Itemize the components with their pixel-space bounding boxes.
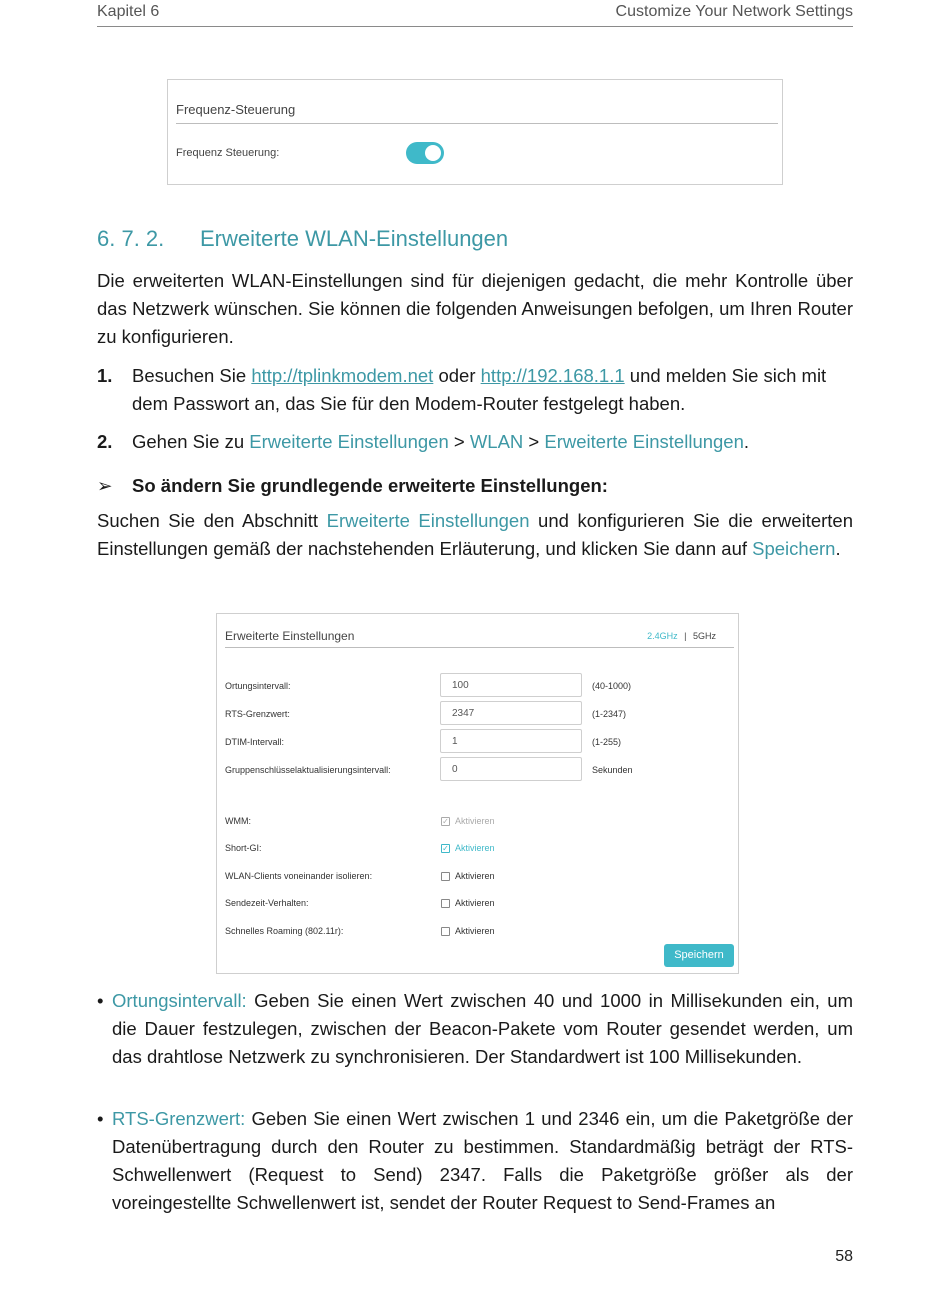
bullet-beacon-interval xyxy=(97,987,853,1071)
arrow-icon: ➢ xyxy=(97,475,113,496)
step-text: Gehen Sie zu xyxy=(132,431,250,452)
check-label: WMM: xyxy=(225,816,251,826)
field-hint: (1-2347) xyxy=(592,709,627,719)
beacon-interval-input[interactable]: 100 xyxy=(440,673,582,697)
field-hint: Sekunden xyxy=(592,765,633,775)
frequency-control-screenshot xyxy=(167,79,783,185)
subheading xyxy=(97,472,853,500)
bullet-rts-threshold xyxy=(97,1105,853,1217)
step-1 xyxy=(97,362,853,418)
page-header xyxy=(97,3,853,27)
check-label: Short-GI: xyxy=(225,843,262,853)
field-label: DTIM-Intervall: xyxy=(225,737,285,747)
page-number: 58 xyxy=(835,1248,853,1265)
check-text: Aktivieren xyxy=(455,871,495,881)
chapter-title: Customize Your Network Settings xyxy=(615,3,853,20)
check-text: Aktivieren xyxy=(455,926,495,936)
path-separator: > xyxy=(448,431,470,452)
client-isolation-checkbox[interactable] xyxy=(441,872,450,881)
check-label: WLAN-Clients voneinander isolieren: xyxy=(225,871,373,881)
bullet-icon: • xyxy=(97,990,104,1011)
short-gi-checkbox[interactable]: ✓ xyxy=(442,844,449,853)
save-ref: Speichern xyxy=(752,538,836,559)
save-button[interactable]: Speichern xyxy=(664,944,734,967)
divider xyxy=(225,647,734,648)
path-separator: > xyxy=(523,431,545,452)
advanced-settings-title: Erweiterte Einstellungen xyxy=(225,629,355,643)
section-number: 6. 7. 2. xyxy=(97,226,165,251)
instruction-text: und konfigurieren Sie die erweiterten Einstellungen gemäß der nachstehenden Erläuterung, und klicken Sie dann auf xyxy=(97,510,853,559)
tplinkmodem-link[interactable]: http://tplinkmodem.net xyxy=(251,365,434,386)
band-switch xyxy=(647,631,716,641)
intro-paragraph: Die erweiterten WLAN-Einstellungen sind für diejenigen gedacht, die mehr Kontrolle über das Netzwerk wünschen. Sie können die folgenden Anweisungen befolgen, um Ihren Router zu konfigurieren. xyxy=(97,270,853,347)
check-text: Aktivieren xyxy=(455,898,495,908)
advanced-settings-screenshot xyxy=(216,613,739,974)
router-ip-link[interactable]: http://192.168.1.1 xyxy=(480,365,625,386)
field-hint: (1-255) xyxy=(592,737,622,747)
frequency-control-label: Frequenz Steuerung: xyxy=(176,147,280,159)
section-heading xyxy=(97,226,508,252)
step-text: oder xyxy=(433,365,481,386)
field-hint: (40-1000) xyxy=(592,681,632,691)
menu-path-wlan: WLAN xyxy=(469,431,524,452)
step-2 xyxy=(97,428,853,456)
menu-path-advanced-settings: Erweiterte Einstellungen xyxy=(544,431,744,452)
airtime-fairness-checkbox[interactable] xyxy=(441,899,450,908)
step-text: und melden Sie sich mit dem Passwort an, das Sie für den Modem-Router festgelegt haben. xyxy=(132,365,827,414)
step-text: . xyxy=(743,431,750,452)
band-24ghz[interactable]: 2.4GHz xyxy=(647,631,678,641)
bullet-text: Geben Sie einen Wert zwischen 1 und 2346 ein, um die Paketgröße der Datenübertragung durch den Router zu bestimmen. Standardmäßig beträgt der RTS-Schwellenwert (Request to Send) 2347. Falls die Paketgröße größer als der voreingestellte Schwellenwert ist, sendet der Router Request to Send-Frames an xyxy=(112,1108,853,1213)
bullet-term: RTS-Grenzwert: xyxy=(112,1108,246,1129)
check-label: Schnelles Roaming (802.11r): xyxy=(225,926,344,936)
frequency-control-toggle[interactable] xyxy=(406,142,444,164)
menu-path-advanced: Erweiterte Einstellungen xyxy=(249,431,449,452)
bullet-icon: • xyxy=(97,1108,104,1129)
chapter-label: Kapitel 6 xyxy=(97,3,160,20)
fast-roaming-checkbox[interactable] xyxy=(441,927,450,936)
step-number: 1. xyxy=(97,365,113,386)
step-text: Besuchen Sie xyxy=(132,365,252,386)
frequency-control-title: Frequenz-Steuerung xyxy=(176,102,296,117)
dtim-interval-input[interactable]: 1 xyxy=(440,729,582,753)
group-key-interval-input[interactable]: 0 xyxy=(440,757,582,781)
rts-threshold-input[interactable]: 2347 xyxy=(440,701,582,725)
band-5ghz[interactable]: 5GHz xyxy=(692,631,716,641)
band-separator: | xyxy=(684,631,687,641)
wmm-checkbox[interactable]: ✓ xyxy=(442,817,449,826)
toggle-knob xyxy=(425,145,441,161)
divider xyxy=(176,123,778,124)
instruction-paragraph xyxy=(97,507,853,563)
section-title: Erweiterte WLAN-Einstellungen xyxy=(200,226,509,251)
field-label: Gruppenschlüsselaktualisierungsintervall: xyxy=(225,765,391,775)
instruction-text: Suchen Sie den Abschnitt xyxy=(97,510,327,531)
bullet-text: Geben Sie einen Wert zwischen 40 und 1000 in Millisekunden ein, um die Dauer festzulegen, zwischen der Beacon-Pakete vom Router gesendet werden, um das drahtlose Netzwerk zu synchronisieren. Der Standardwert ist 100 Millisekunden. xyxy=(112,990,853,1067)
instruction-text: . xyxy=(835,538,841,559)
check-text: Aktivieren xyxy=(455,816,495,826)
check-text: Aktivieren xyxy=(455,843,495,853)
bullet-term: Ortungsintervall: xyxy=(112,990,247,1011)
step-number: 2. xyxy=(97,431,113,452)
check-label: Sendezeit-Verhalten: xyxy=(225,898,309,908)
advanced-settings-ref: Erweiterte Einstellungen xyxy=(326,510,530,531)
field-label: Ortungsintervall: xyxy=(225,681,291,691)
field-label: RTS-Grenzwert: xyxy=(225,709,290,719)
subheading-text: So ändern Sie grundlegende erweiterte Einstellungen: xyxy=(132,475,608,496)
